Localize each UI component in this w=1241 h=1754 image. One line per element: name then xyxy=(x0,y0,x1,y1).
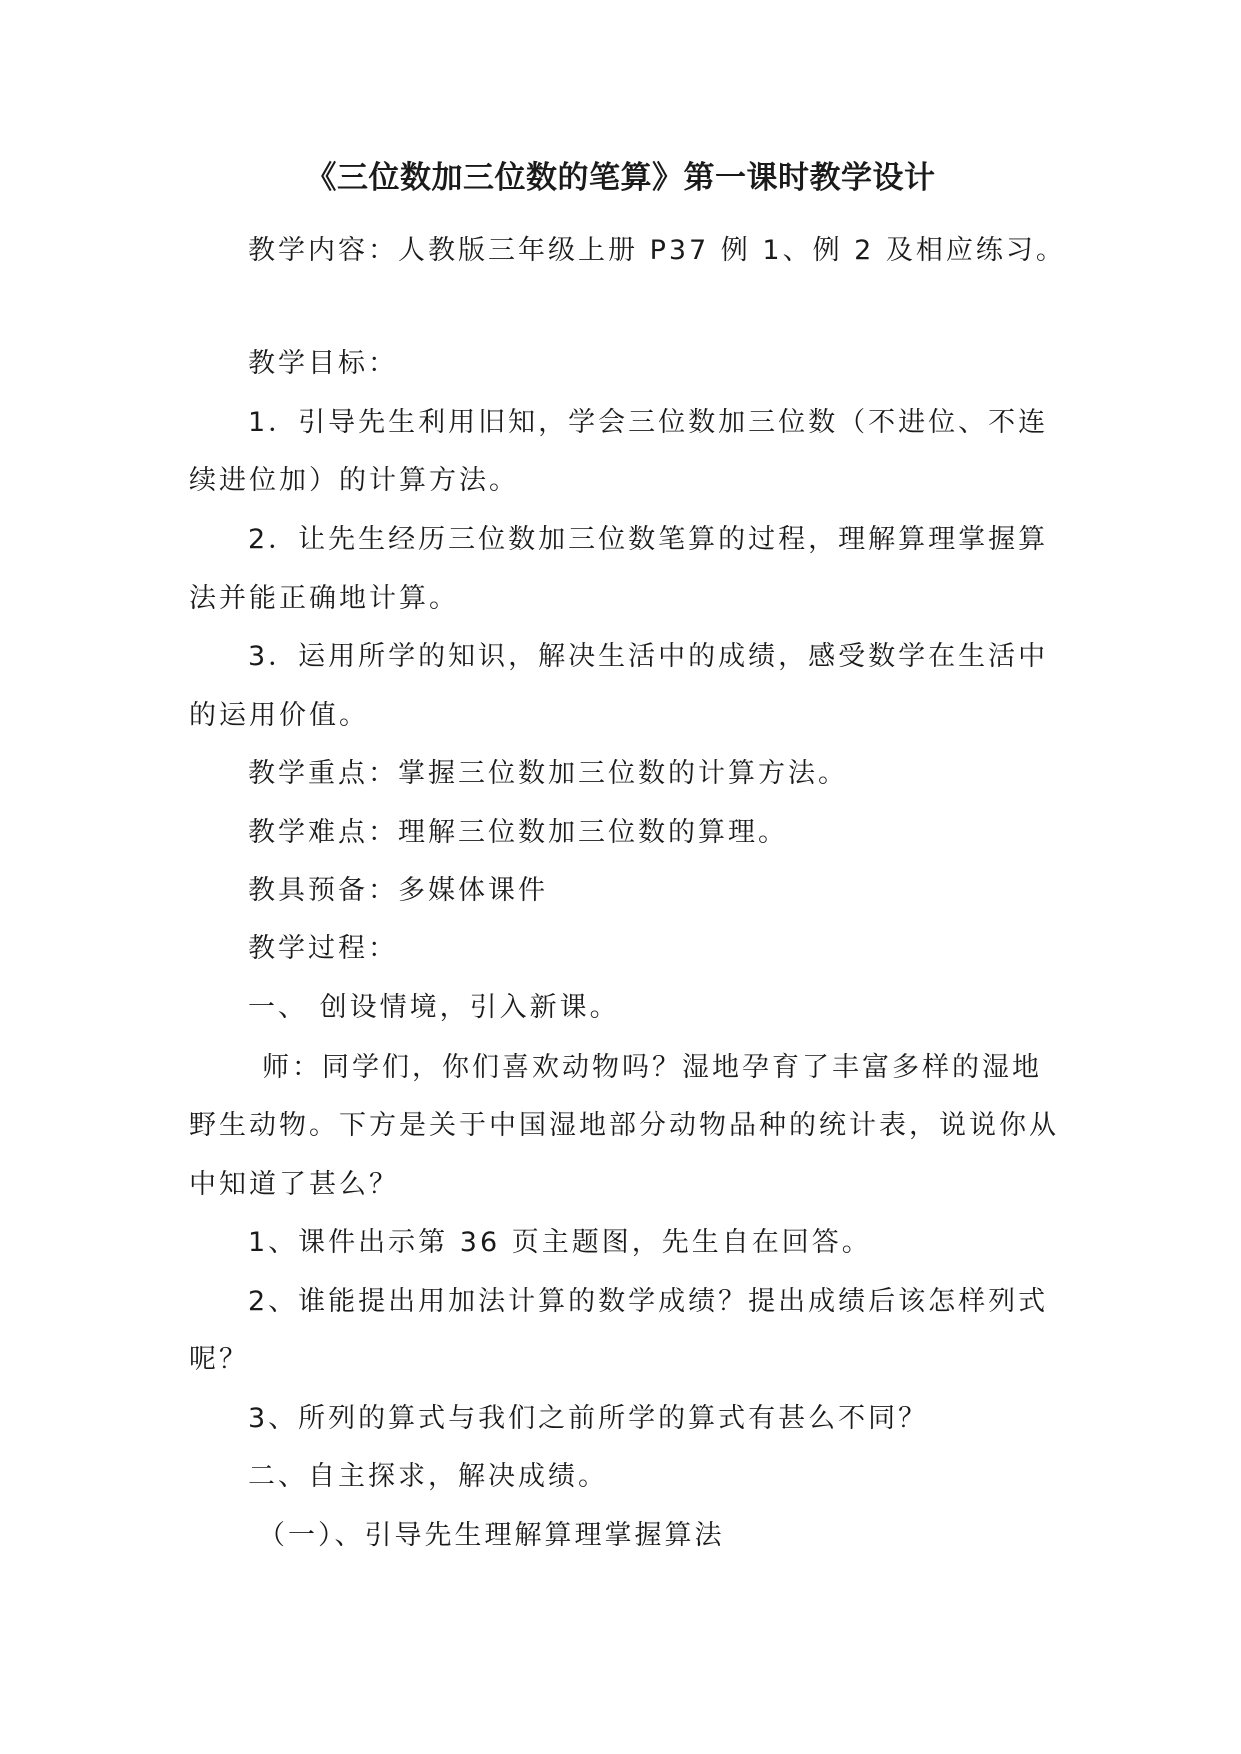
step-2-line-1: 2、谁能提出用加法计算的数学成绩？提出成绩后该怎样列式 xyxy=(248,1286,1049,1317)
teaching-goals-heading: 教学目标： xyxy=(248,348,398,379)
teacher-intro-line-2: 野生动物。下方是关于中国湿地部分动物品种的统计表，说说你从 xyxy=(189,1110,1059,1141)
step-1-line: 1、课件出示第 36 页主题图，先生自在回答。 xyxy=(248,1227,872,1258)
goal-3-line-2: 的运用价值。 xyxy=(189,700,369,731)
goal-3-line-1: 3．运用所学的知识，解决生活中的成绩，感受数学在生活中 xyxy=(248,641,1049,672)
subsection-1-heading: （一）、引导先生理解算理掌握算法 xyxy=(258,1520,725,1551)
goal-1-line-1: 1．引导先生利用旧知，学会三位数加三位数（不进位、不连 xyxy=(248,407,1049,438)
goal-1-line-2: 续进位加）的计算方法。 xyxy=(189,465,519,496)
teacher-intro-line-3: 中知道了甚么？ xyxy=(189,1169,399,1200)
teaching-process-heading: 教学过程： xyxy=(248,933,398,964)
step-3-line: 3、所列的算式与我们之前所学的算式有甚么不同？ xyxy=(248,1403,929,1434)
goal-2-line-1: 2．让先生经历三位数加三位数笔算的过程，理解算理掌握算 xyxy=(248,524,1049,555)
step-2-line-2: 呢？ xyxy=(189,1344,249,1375)
section-1-heading: 一、 创设情境，引入新课。 xyxy=(248,992,620,1023)
teaching-aids: 教具预备：多媒体课件 xyxy=(248,875,548,906)
teaching-content-line: 教学内容：人教版三年级上册 P37 例 1、例 2 及相应练习。 xyxy=(248,235,1066,266)
teaching-difficulty: 教学难点：理解三位数加三位数的算理。 xyxy=(248,817,788,848)
goal-2-line-2: 法并能正确地计算。 xyxy=(189,583,459,614)
teaching-key-point: 教学重点：掌握三位数加三位数的计算方法。 xyxy=(248,758,848,789)
document-title: 《三位数加三位数的笔算》第一课时教学设计 xyxy=(305,160,936,196)
teacher-intro-line-1: 师：同学们，你们喜欢动物吗？湿地孕育了丰富多样的湿地 xyxy=(262,1052,1042,1083)
section-2-heading: 二、自主探求，解决成绩。 xyxy=(248,1461,608,1492)
